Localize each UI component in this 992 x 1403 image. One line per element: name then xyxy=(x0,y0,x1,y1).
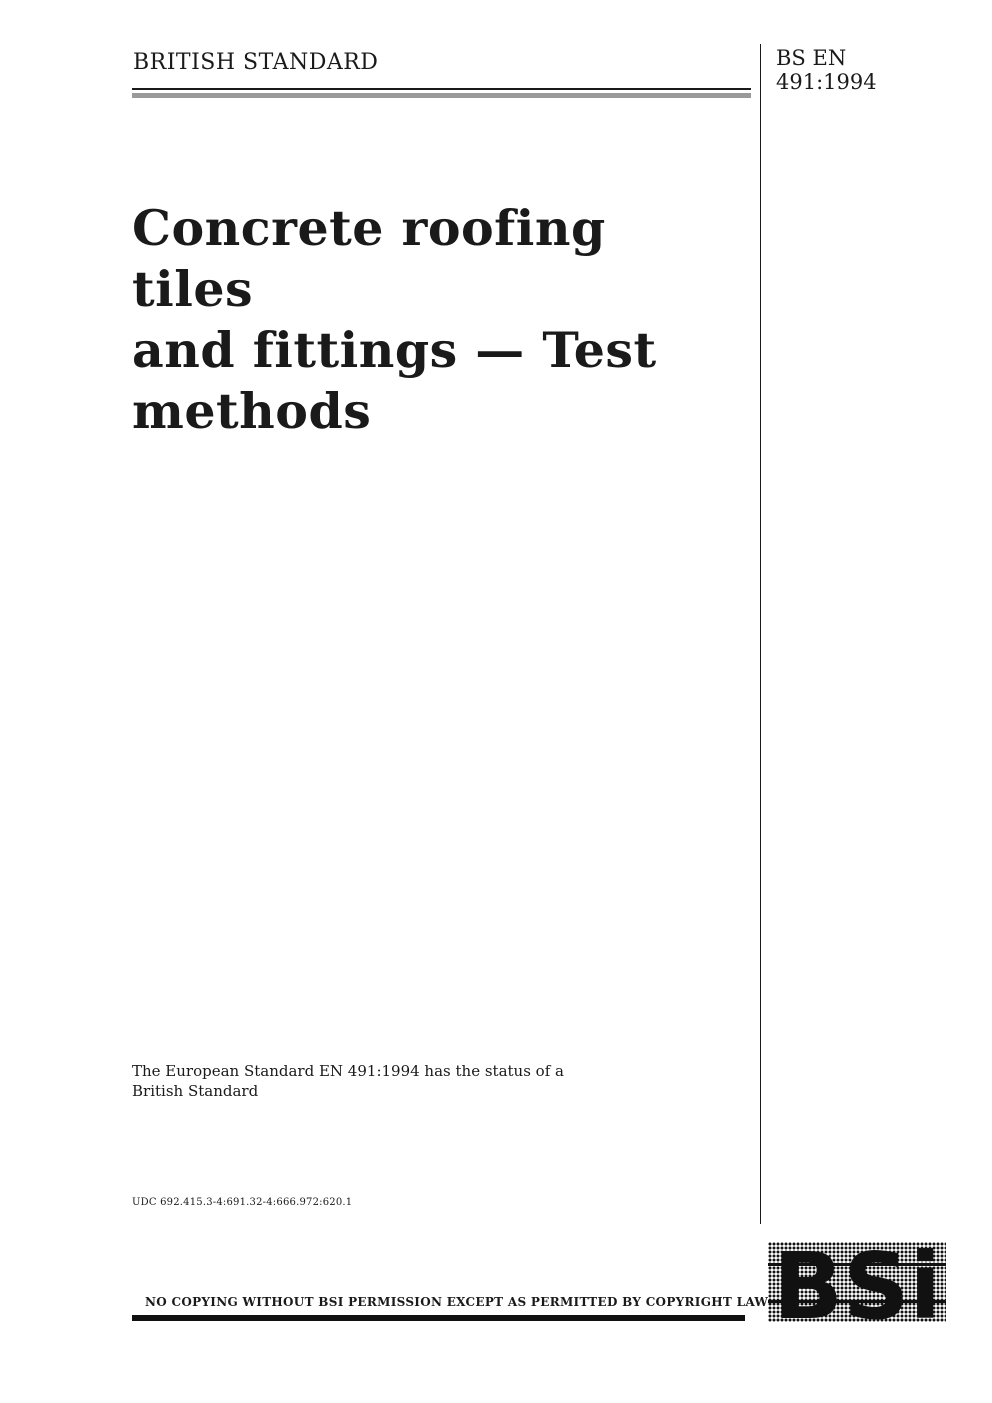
standard-number-line1: BS EN xyxy=(776,46,847,70)
standard-number xyxy=(776,46,877,94)
header-rule-thick xyxy=(132,93,751,98)
status-line2: British Standard xyxy=(132,1082,259,1100)
title-line3: methods xyxy=(132,382,372,440)
vertical-divider xyxy=(760,44,761,1224)
bsi-logo-text: BSi xyxy=(773,1242,941,1322)
footer-rule xyxy=(132,1315,745,1321)
document-series-label: BRITISH STANDARD xyxy=(133,50,379,75)
udc-classification: UDC 692.415.3-4:691.32-4:666.972:620.1 xyxy=(132,1197,353,1208)
status-line1: The European Standard EN 491:1994 has the status of a xyxy=(132,1062,564,1080)
document-title xyxy=(132,198,732,442)
status-statement xyxy=(132,1061,592,1101)
header-rule-thin xyxy=(132,88,751,90)
standard-number-line2: 491:1994 xyxy=(776,70,877,94)
bsi-logo xyxy=(768,1242,946,1322)
copyright-notice: NO COPYING WITHOUT BSI PERMISSION EXCEPT AS PERMITTED BY COPYRIGHT LAW xyxy=(145,1295,769,1309)
title-line1: Concrete roofing tiles xyxy=(132,199,606,318)
title-line2: and fittings — Test xyxy=(132,321,657,379)
